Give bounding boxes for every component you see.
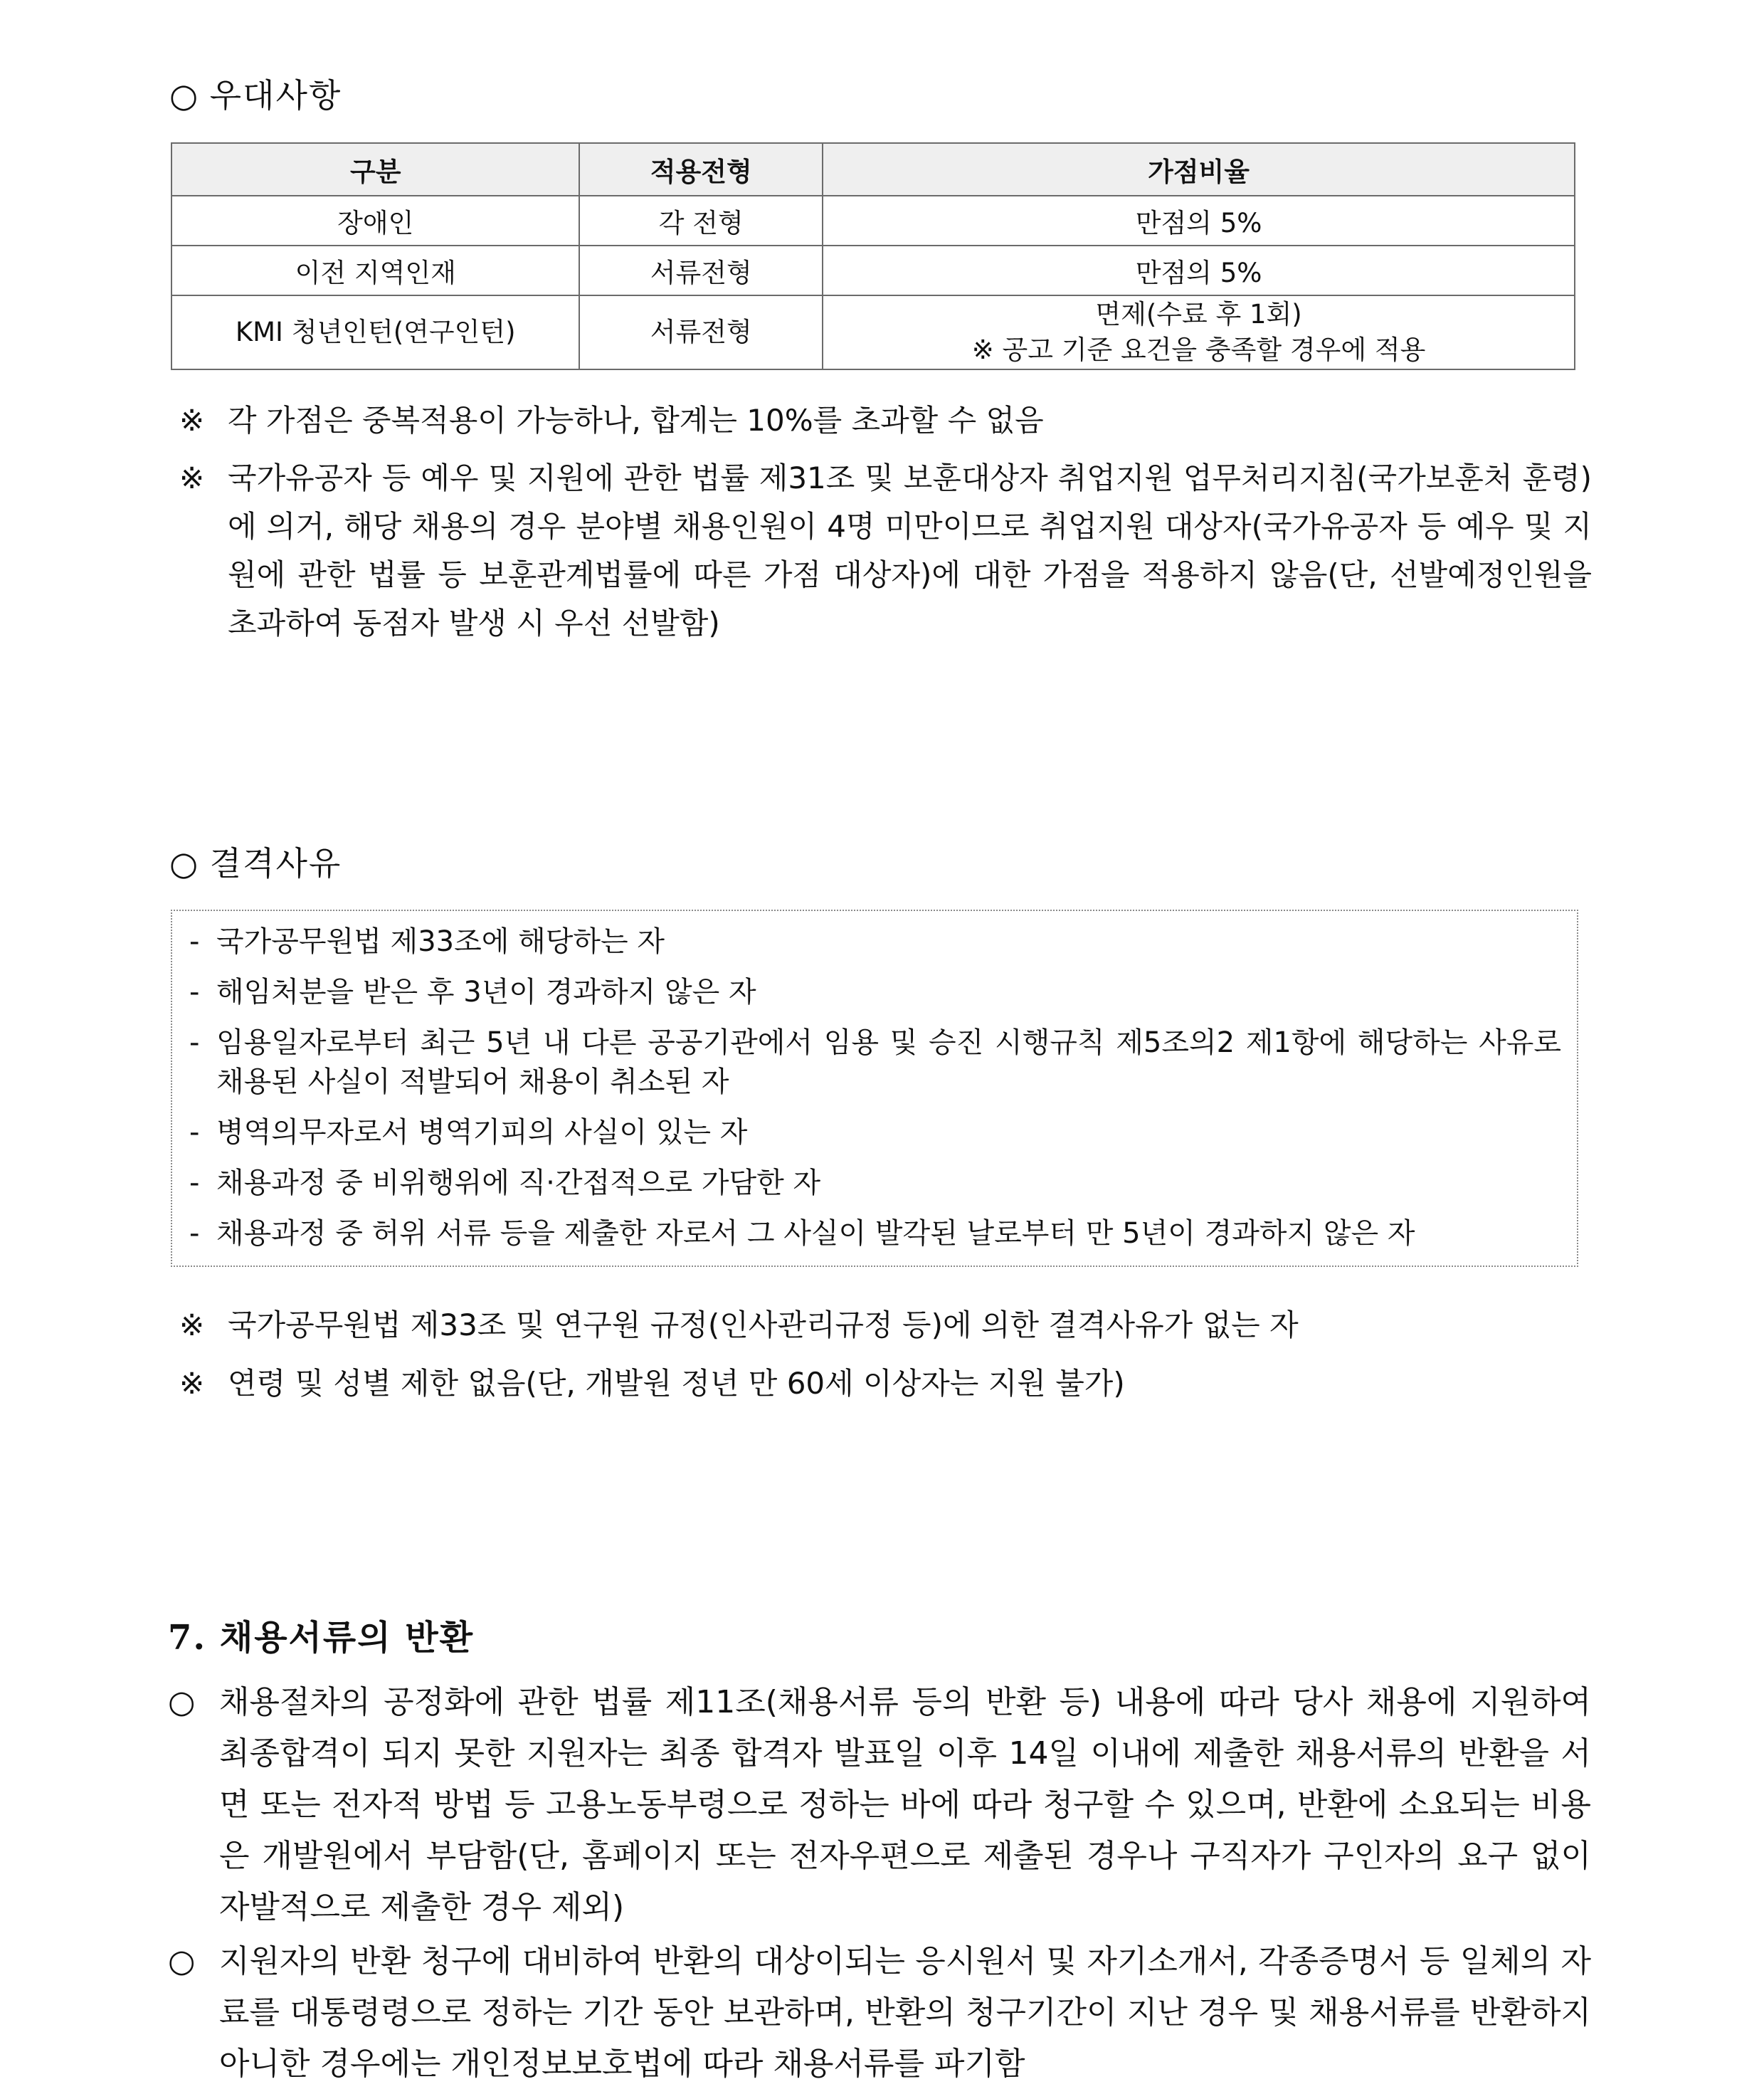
row-ratio: 만점의 5% [823,196,1575,246]
row-stage: 각 전형 [579,196,823,246]
section7-paragraph [168,1677,1591,1933]
reference-mark-icon: ※ [179,1308,205,1342]
list-item [172,1024,1577,1102]
preference-note [179,454,1592,648]
dash-bullet-icon: - [189,925,200,958]
circle-bullet-icon: ○ [168,1943,196,1979]
preference-title-text: 우대사항 [209,76,342,115]
disqualification-note [179,1359,1592,1408]
reference-mark-icon: ※ [179,461,205,495]
row-ratio-cell [823,295,1575,369]
note-text: 국가공무원법 제33조 및 연구원 규정(인사관리규정 등)에 의한 결격사유가 없는 자 [228,1308,1299,1342]
list-item-text: 임용일자로부터 최근 5년 내 다른 공공기관에서 임용 및 승진 시행규칙 제5조의2 제1항에 해당하는 사유로 채용된 사실이 적발되어 채용이 취소된 자 [216,1026,1561,1098]
note-text: 연령 및 성별 제한 없음(단, 개발원 정년 만 60세 이상자는 지원 불가) [228,1366,1125,1401]
list-item-text: 국가공무원법 제33조에 해당하는 자 [216,925,665,958]
list-item-text: 채용과정 중 비위행위에 직·간접적으로 가담한 자 [216,1167,821,1199]
row-category: 장애인 [171,196,579,246]
paragraph-text: 지원자의 반환 청구에 대비하여 반환의 대상이되는 응시원서 및 자기소개서, 각종증명서 등 일체의 자료를 대통령령으로 정하는 기간 동안 보관하며, 반환의 청구기간이 지난 경우 및 채용서류를 반환하지 아니한 경우에는 개인정보보호법에 따라 채용서류를 파기함 [219,1943,1591,2082]
header-stage: 적용전형 [579,143,823,196]
disqualification-note [179,1301,1592,1349]
table-row [171,295,1575,369]
section7-paragraph [168,1936,1591,2090]
table-row [171,196,1575,246]
preference-table [171,142,1575,370]
list-item-text: 채용과정 중 허위 서류 등을 제출한 자로서 그 사실이 발각된 날로부터 만 5년이 경과하지 않은 자 [216,1217,1415,1250]
disqualification-section-title [169,838,342,885]
row-ratio: 면제(수료 후 1회) [1095,299,1302,330]
row-ratio-note: ※ 공고 기준 요건을 충족할 경우에 적용 [971,335,1426,365]
list-item-text: 해임처분을 받은 후 3년이 경과하지 않은 자 [216,976,756,1009]
reference-mark-icon: ※ [179,1366,205,1401]
table-row [171,246,1575,295]
preference-section-title [169,70,342,117]
table-header-row [171,143,1575,196]
list-item [172,973,1577,1012]
paragraph-text: 채용절차의 공정화에 관한 법률 제11조(채용서류 등의 반환 등) 내용에 따라 당사 채용에 지원하여 최종합격이 되지 못한 지원자는 최종 합격자 발표일 이후 14일 이내에 제출한 채용서류의 반환을 서면 또는 전자적 방법 등 고용노동부령으로 정하는 바에 따라 청구할 수 있으며, 반환에 소요되는 비용은 개발원에서 부담함(단, 홈페이지 또는 전자우편으로 제출된 경우나 구직자가 구인자의 요구 없이 자발적으로 제출한 경우 제외) [219,1684,1591,1925]
row-category: 이전 지역인재 [171,246,579,295]
row-ratio: 만점의 5% [823,246,1575,295]
list-item [172,1214,1577,1253]
circle-bullet-icon: ○ [169,76,200,115]
dash-bullet-icon: - [189,1217,200,1250]
list-item-text: 병역의무자로서 병역기피의 사실이 있는 자 [216,1116,748,1149]
circle-bullet-icon: ○ [169,844,200,883]
header-ratio: 가점비율 [823,143,1575,196]
dash-bullet-icon: - [189,976,200,1009]
disqualification-box [171,910,1578,1267]
section-heading: 7. 채용서류의 반환 [168,1618,475,1658]
row-stage: 서류전형 [579,295,823,369]
disqualification-title-text: 결격사유 [209,844,342,883]
row-category: KMI 청년인턴(연구인턴) [171,295,579,369]
dash-bullet-icon: - [189,1026,200,1059]
circle-bullet-icon: ○ [168,1684,196,1720]
list-item [172,1113,1577,1152]
preference-note [179,396,1592,445]
list-item [172,1164,1577,1203]
dash-bullet-icon: - [189,1167,200,1199]
note-text: 국가유공자 등 예우 및 지원에 관한 법률 제31조 및 보훈대상자 취업지원 업무처리지침(국가보훈처 훈령)에 의거, 해당 채용의 경우 분야별 채용인원이 4명 미만이므로 취업지원 대상자(국가유공자 등 예우 및 지원에 관한 법률 등 보훈관계법률에 따른 가점 대상자)에 대한 가점을 적용하지 않음(단, 선발예정인원을 초과하여 동점자 발생 시 우선 선발함) [228,461,1592,641]
dash-bullet-icon: - [189,1116,200,1149]
header-category: 구분 [171,143,579,196]
list-item [172,922,1577,962]
note-text: 각 가점은 중복적용이 가능하나, 합계는 10%를 초과할 수 없음 [228,403,1044,438]
row-stage: 서류전형 [579,246,823,295]
reference-mark-icon: ※ [179,403,205,438]
